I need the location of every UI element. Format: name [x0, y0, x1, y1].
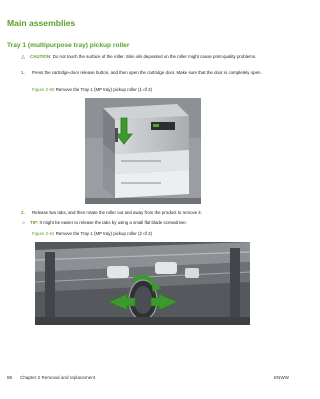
caution-label: CAUTION:: [30, 54, 52, 59]
footer-right-label: ENWW: [273, 375, 289, 380]
subsection-title: Tray 1 (multipurpose tray) pickup roller: [7, 42, 130, 49]
tip-note: [30, 220, 285, 226]
tip-label: TIP:: [30, 220, 39, 225]
caution-note: [30, 54, 285, 60]
figure-1-caption: [32, 87, 152, 93]
figure-2-label: Figure 2-61: [32, 231, 55, 236]
figure-1-printer-image: [85, 98, 201, 204]
figure-2-roller-image: [35, 242, 250, 325]
figure-2-caption-text: Remove the Tray 1 (MP tray) pickup roller (2 of 2): [55, 231, 152, 236]
step-2-number: 2.: [21, 210, 25, 215]
step-1-text: Press the cartridge-door release button, and then open the cartridge door. Make sure that the door is completely open.: [32, 70, 262, 75]
tip-text: It might be easier to release the tabs by using a small flat blade screwdriver.: [39, 220, 187, 225]
step-1-number: 1.: [21, 70, 25, 75]
chapter-title: Chapter 2 Removal and replacement: [20, 375, 96, 380]
caution-text: Do not touch the surface of the roller. Skin oils deposited on the roller might cause print-quality problems.: [52, 54, 257, 59]
figure-1-label: Figure 2-60: [32, 87, 55, 92]
figure-1-caption-text: Remove the Tray 1 (MP tray) pickup roller (1 of 2): [55, 87, 152, 92]
section-title: Main assemblies: [7, 18, 76, 28]
page-number: 88: [7, 375, 13, 380]
figure-2-caption: [32, 231, 152, 237]
tip-icon: ☼: [21, 220, 26, 226]
step-2-text: Release two tabs, and then rotate the roller out and away from the product to remove it.: [32, 210, 202, 215]
warning-triangle-icon: △: [21, 54, 25, 60]
